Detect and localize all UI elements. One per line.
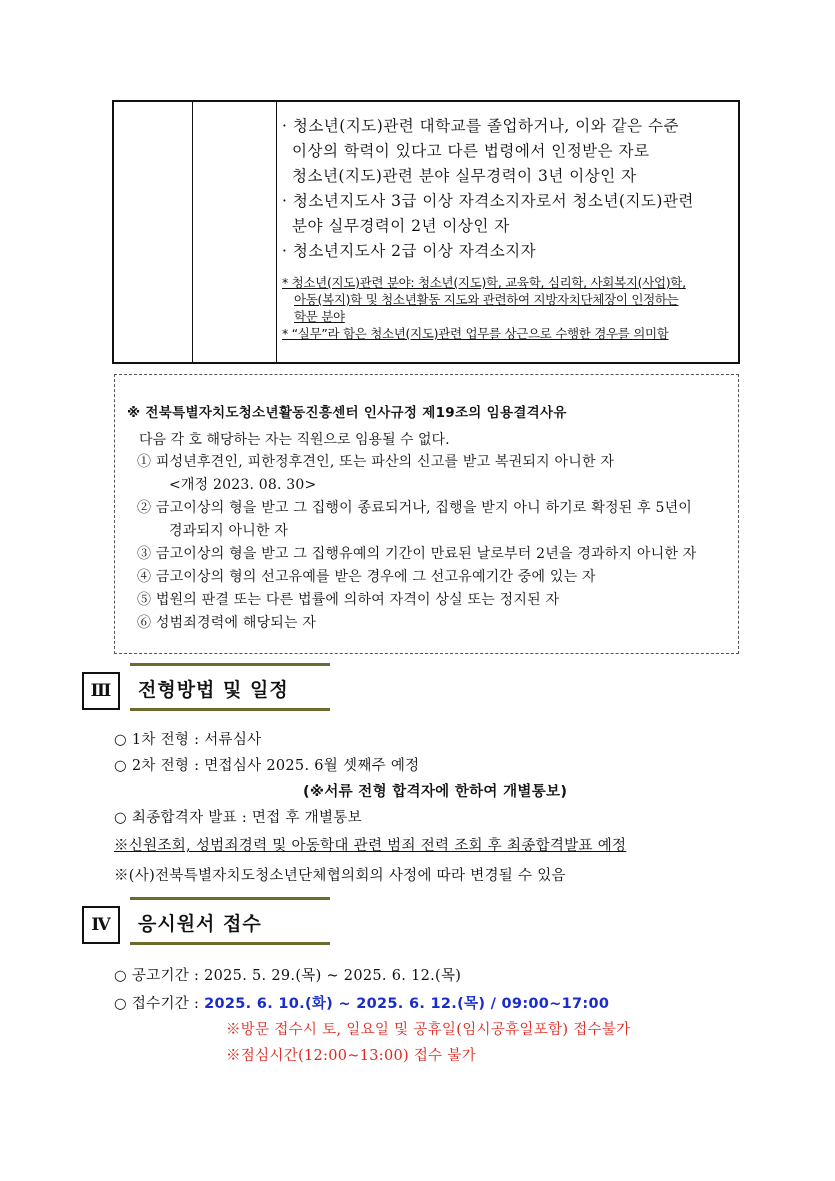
table-cell-empty-1 <box>114 102 193 362</box>
receipt-warning: ※점심시간(12:00~13:00) 접수 불가 <box>226 1048 477 1064</box>
note-line: * 청소년(지도)관련 분야: 청소년(지도)학, 교육학, 심리학, 사회복지(사업)학, <box>282 275 686 290</box>
disqualification-item: ⑤ 법원의 판결 또는 다른 법률에 의하여 자격이 상실 또는 정지된 자 <box>137 592 560 608</box>
section-rule <box>130 897 330 900</box>
receipt-period <box>114 992 609 1013</box>
schedule-item: ○ 2차 전형 : 면접심사 2025. 6월 셋째주 예정 <box>114 758 420 774</box>
notice-period <box>114 964 461 985</box>
schedule-note: ※신원조회, 성범죄경력 및 아동학대 관련 범죄 전력 조회 후 최종합격발표 예정 <box>114 838 627 854</box>
qualification-table <box>112 100 740 364</box>
qualification-notes <box>282 274 730 342</box>
disqualification-item: 경과되지 아니한 자 <box>169 523 289 539</box>
receipt-period-label: ○ 접수기간 : <box>114 996 205 1012</box>
disqualification-item: ① 피성년후견인, 피한정후견인, 또는 파산의 신고를 받고 복권되지 아니한 자 <box>137 454 615 470</box>
disqualification-title: ※ 전북특별자치도청소년활동진흥센터 인사규정 제19조의 임용결격사유 <box>127 405 567 421</box>
disqualification-item: ⑥ 성범죄경력에 해당되는 자 <box>137 615 317 631</box>
schedule-note: (※서류 전형 합격자에 한하여 개별통보) <box>303 784 568 800</box>
qualification-line: 청소년(지도)관련 분야 실무경력이 3년 이상인 자 <box>292 167 637 185</box>
table-cell-empty-2 <box>193 102 277 362</box>
qualification-cell <box>282 114 730 342</box>
notice-period-label: ○ 공고기간 : <box>114 968 205 984</box>
disqualification-item: ④ 금고이상의 형의 선고유예를 받은 경우에 그 선고유예기간 중에 있는 자 <box>137 569 596 585</box>
disqualification-item: ③ 금고이상의 형을 받고 그 집행유예의 기간이 만료된 날로부터 2년을 경과하지 아니한 자 <box>137 546 697 562</box>
disqualification-intro: 다음 각 호 해당하는 자는 직원으로 임용될 수 없다. <box>139 432 450 448</box>
disqualification-item: ② 금고이상의 형을 받고 그 집행이 종료되거나, 집행을 받지 아니 하기로 확정된 후 5년이 <box>137 500 693 516</box>
note-line: 학문 분야 <box>294 309 345 324</box>
disqualification-box <box>114 374 739 654</box>
receipt-warning: ※방문 접수시 토, 일요일 및 공휴일(임시공휴일포함) 접수불가 <box>226 1022 631 1038</box>
receipt-period-value: 2025. 6. 10.(화) ~ 2025. 6. 12.(목) / 09:00~17:00 <box>204 996 610 1012</box>
schedule-item: ○ 1차 전형 : 서류심사 <box>114 732 262 748</box>
schedule-note: ※(사)전북특별자치도청소년단체협의회의 사정에 따라 변경될 수 있음 <box>114 868 566 884</box>
schedule-item: ○ 최종합격자 발표 : 면접 후 개별통보 <box>114 810 362 826</box>
section-rule <box>130 663 330 666</box>
note-line: 아동(복지)학 및 청소년활동 지도와 관련하여 지방자치단체장이 인정하는 <box>294 292 679 307</box>
qualification-line: · 청소년(지도)관련 대학교를 졸업하거나, 이와 같은 수준 <box>282 117 679 135</box>
section-title: 응시원서 접수 <box>138 913 262 935</box>
section-title: 전형방법 및 일정 <box>138 679 289 701</box>
section-rule <box>130 708 330 711</box>
qualification-line: 분야 실무경력이 2년 이상인 자 <box>292 217 510 235</box>
section-number: Ⅲ <box>82 672 120 710</box>
section-number: Ⅳ <box>82 906 120 944</box>
section-rule <box>130 942 330 945</box>
qualification-line: · 청소년지도사 2급 이상 자격소지자 <box>282 242 537 260</box>
qualification-line: · 청소년지도사 3급 이상 자격소지자로서 청소년(지도)관련 <box>282 192 694 210</box>
qualification-line: 이상의 학력이 있다고 다른 법령에서 인정받은 자로 <box>292 142 650 160</box>
disqualification-item: <개정 2023. 08. 30> <box>169 477 317 493</box>
note-line: * “실무”라 함은 청소년(지도)관련 업무를 상근으로 수행한 경우를 의미함 <box>282 326 669 341</box>
notice-period-value: 2025. 5. 29.(목) ~ 2025. 6. 12.(목) <box>204 968 462 984</box>
